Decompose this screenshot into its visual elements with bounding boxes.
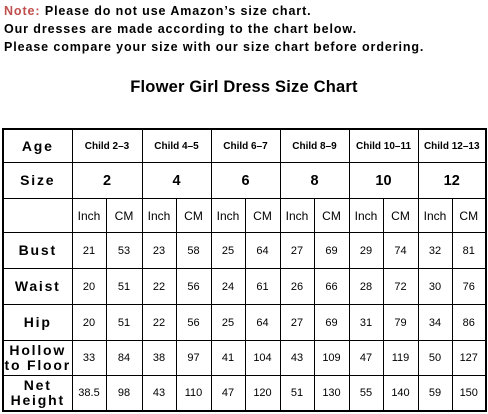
value-cell: 47 <box>349 341 383 376</box>
unit-cell: CM <box>452 199 486 233</box>
value-cell: 66 <box>314 269 349 305</box>
value-cell: 104 <box>245 341 280 376</box>
unit-cell: CM <box>383 199 418 233</box>
waist-row <box>3 269 486 305</box>
size-cell: 4 <box>142 163 211 199</box>
unit-cell: Inch <box>72 199 106 233</box>
unit-cell: CM <box>176 199 211 233</box>
value-cell: 33 <box>72 341 106 376</box>
unit-cell: Inch <box>280 199 314 233</box>
unit-corner-cell <box>3 199 72 233</box>
value-cell: 72 <box>383 269 418 305</box>
value-cell: 22 <box>142 305 176 341</box>
age-cell: Child 10–11 <box>349 129 418 163</box>
value-cell: 51 <box>106 269 142 305</box>
age-cell: Child 6–7 <box>211 129 280 163</box>
value-cell: 53 <box>106 233 142 269</box>
size-cell: 12 <box>418 163 486 199</box>
value-cell: 27 <box>280 305 314 341</box>
value-cell: 59 <box>418 376 452 412</box>
value-cell: 50 <box>418 341 452 376</box>
value-cell: 20 <box>72 269 106 305</box>
value-cell: 120 <box>245 376 280 412</box>
value-cell: 97 <box>176 341 211 376</box>
age-cell: Child 4–5 <box>142 129 211 163</box>
bust-row <box>3 233 486 269</box>
value-cell: 26 <box>280 269 314 305</box>
value-cell: 38.5 <box>72 376 106 412</box>
size-chart-table <box>2 128 487 412</box>
value-cell: 34 <box>418 305 452 341</box>
value-cell: 43 <box>280 341 314 376</box>
value-cell: 30 <box>418 269 452 305</box>
age-row <box>3 129 486 163</box>
value-cell: 21 <box>72 233 106 269</box>
hip-row <box>3 305 486 341</box>
value-cell: 119 <box>383 341 418 376</box>
value-cell: 41 <box>211 341 245 376</box>
value-cell: 23 <box>142 233 176 269</box>
value-cell: 98 <box>106 376 142 412</box>
value-cell: 127 <box>452 341 486 376</box>
value-cell: 130 <box>314 376 349 412</box>
label-line-1: Net <box>23 377 52 393</box>
unit-cell: CM <box>106 199 142 233</box>
notes-block <box>4 2 488 56</box>
value-cell: 32 <box>418 233 452 269</box>
hip-label: Hip <box>3 305 72 341</box>
chart-title: Flower Girl Dress Size Chart <box>130 78 358 96</box>
value-cell: 64 <box>245 233 280 269</box>
value-cell: 79 <box>383 305 418 341</box>
age-cell: Child 12–13 <box>418 129 486 163</box>
value-cell: 84 <box>106 341 142 376</box>
hollow-to-floor-label <box>3 341 72 376</box>
net-height-row <box>3 376 486 412</box>
note-label: Note: <box>4 4 41 18</box>
size-cell: 6 <box>211 163 280 199</box>
value-cell: 86 <box>452 305 486 341</box>
unit-cell: Inch <box>418 199 452 233</box>
value-cell: 58 <box>176 233 211 269</box>
value-cell: 140 <box>383 376 418 412</box>
size-header: Size <box>3 163 72 199</box>
unit-cell: CM <box>314 199 349 233</box>
value-cell: 51 <box>106 305 142 341</box>
value-cell: 22 <box>142 269 176 305</box>
value-cell: 43 <box>142 376 176 412</box>
value-cell: 31 <box>349 305 383 341</box>
value-cell: 51 <box>280 376 314 412</box>
value-cell: 150 <box>452 376 486 412</box>
note-line-1 <box>4 2 488 20</box>
value-cell: 64 <box>245 305 280 341</box>
value-cell: 109 <box>314 341 349 376</box>
note-line-2: Our dresses are made according to the chart below. <box>4 22 357 36</box>
unit-cell: Inch <box>211 199 245 233</box>
value-cell: 76 <box>452 269 486 305</box>
unit-cell: CM <box>245 199 280 233</box>
value-cell: 56 <box>176 269 211 305</box>
value-cell: 74 <box>383 233 418 269</box>
note-text-1: Please do not use Amazon’s size chart. <box>40 4 312 18</box>
size-row <box>3 163 486 199</box>
value-cell: 20 <box>72 305 106 341</box>
size-cell: 8 <box>280 163 349 199</box>
value-cell: 110 <box>176 376 211 412</box>
unit-cell: Inch <box>349 199 383 233</box>
bust-label: Bust <box>3 233 72 269</box>
label-line-1: Hollow <box>9 342 67 358</box>
age-cell: Child 2–3 <box>72 129 142 163</box>
age-cell: Child 8–9 <box>280 129 349 163</box>
label-line-2: to Floor <box>4 357 71 373</box>
value-cell: 47 <box>211 376 245 412</box>
value-cell: 27 <box>280 233 314 269</box>
value-cell: 55 <box>349 376 383 412</box>
age-header: Age <box>3 129 72 163</box>
waist-label: Waist <box>3 269 72 305</box>
hollow-to-floor-row <box>3 341 486 376</box>
unit-row <box>3 199 486 233</box>
value-cell: 25 <box>211 305 245 341</box>
value-cell: 38 <box>142 341 176 376</box>
value-cell: 56 <box>176 305 211 341</box>
value-cell: 25 <box>211 233 245 269</box>
value-cell: 24 <box>211 269 245 305</box>
label-line-2: Height <box>10 392 65 408</box>
note-line-3: Please compare your size with our size chart before ordering. <box>4 40 425 54</box>
size-cell: 2 <box>72 163 142 199</box>
value-cell: 28 <box>349 269 383 305</box>
unit-cell: Inch <box>142 199 176 233</box>
value-cell: 69 <box>314 233 349 269</box>
value-cell: 29 <box>349 233 383 269</box>
net-height-label <box>3 376 72 412</box>
value-cell: 69 <box>314 305 349 341</box>
value-cell: 61 <box>245 269 280 305</box>
value-cell: 81 <box>452 233 486 269</box>
size-cell: 10 <box>349 163 418 199</box>
